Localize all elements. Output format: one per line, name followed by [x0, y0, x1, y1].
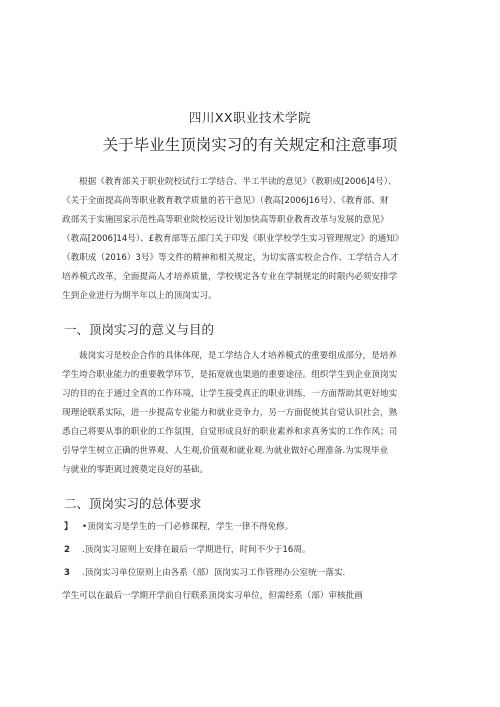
- item-number: 2: [64, 545, 70, 555]
- requirement-item: [64, 520, 444, 532]
- item-text: .顶岗实习单位原则上由各系（部）顶岗实习工作管理办公室统一落实.: [82, 568, 346, 578]
- intro-line: （教高[2006]14号）、£教育部等五部门关于印发《职业学校学生实习管理规定》的通知》: [62, 234, 404, 244]
- section1-line: 现理论联系实际，进一步提高专业能力和就业竞争力，另一方面促使其自觉认识社会，熟: [62, 408, 398, 418]
- section1-line: 学生垮合职业能力的重要教学环节，是拓宽就也渠道的重要途径。组织学生到企业顶岗实: [62, 370, 398, 380]
- requirement-item: [64, 543, 444, 555]
- intro-line: 政部关于实施国家示范性高等职业院校运设计划加快高等职业教育改革与发展的意见》: [62, 215, 389, 225]
- document-title: 关于毕业生顶岗实习的有关规定和注意事项: [102, 136, 398, 154]
- section1-line: 习的目的在于通过全真的工作环境，让学生接受真正的职业训练，一方面帮助其更好地实: [62, 389, 398, 399]
- section1-line: 与就业的零距离过渡奠定良好的基础。: [62, 465, 209, 475]
- school-name: 四川XX职业技术学院: [188, 110, 312, 125]
- item-text: •顶岗实习是学生的一门必修课程，学生一律不得免修。: [82, 522, 294, 532]
- section1-paragraph: [62, 347, 440, 480]
- intro-line: 根据《教育部关于职业院校试行工学结合、半工半读的意见》（教职成[2006]4号）、: [79, 177, 397, 187]
- intro-line: 生到企业进行为期半年以上的顶岗实习。: [62, 291, 217, 301]
- requirement-item: [64, 566, 444, 578]
- section2-heading: 二、顶岗实习的总体要求: [64, 496, 202, 511]
- section1-line: 引导学生树立正确的世界观、人生观,价值观和就业观.为就业做好心理准备.为实现毕业: [62, 446, 389, 456]
- section1-heading: 一、顶岗实习的意义与目的: [64, 322, 215, 337]
- section1-line: 悉自己将要从事的职业的工作氛围，自觉形成良好的职业素养和求真务实的工作作风；司: [62, 427, 398, 437]
- item-number: 】: [64, 522, 73, 532]
- intro-paragraph: [62, 173, 440, 306]
- trailing-line: 学生可以在最后一学期开学前自行联系顶岗实习单位，但需经系（部）审核批画: [62, 591, 363, 601]
- intro-line: 《关于全面提高尚等职业教育教学质量的若干意见》（教高[2006J16号）、《教育部、财: [62, 196, 389, 206]
- intro-line: 培养模式改革，全面提高人才培养质量，学校规定各专业在学制规定的时限内必须安排学: [62, 272, 398, 282]
- item-text: .顶岗实习原则上安排在最后一学期进行，时间不少于16周。: [82, 545, 311, 555]
- item-number: 3: [64, 568, 70, 578]
- intro-line: （教职成（2016）3号》等文件的精神和相关规定，为切实落实校企合作、工学结合人才: [62, 253, 399, 263]
- section1-line: 裁岗实习是校企合作的具体体现，是工学结合人才培养模式的重要组成部分，是培养: [79, 351, 397, 361]
